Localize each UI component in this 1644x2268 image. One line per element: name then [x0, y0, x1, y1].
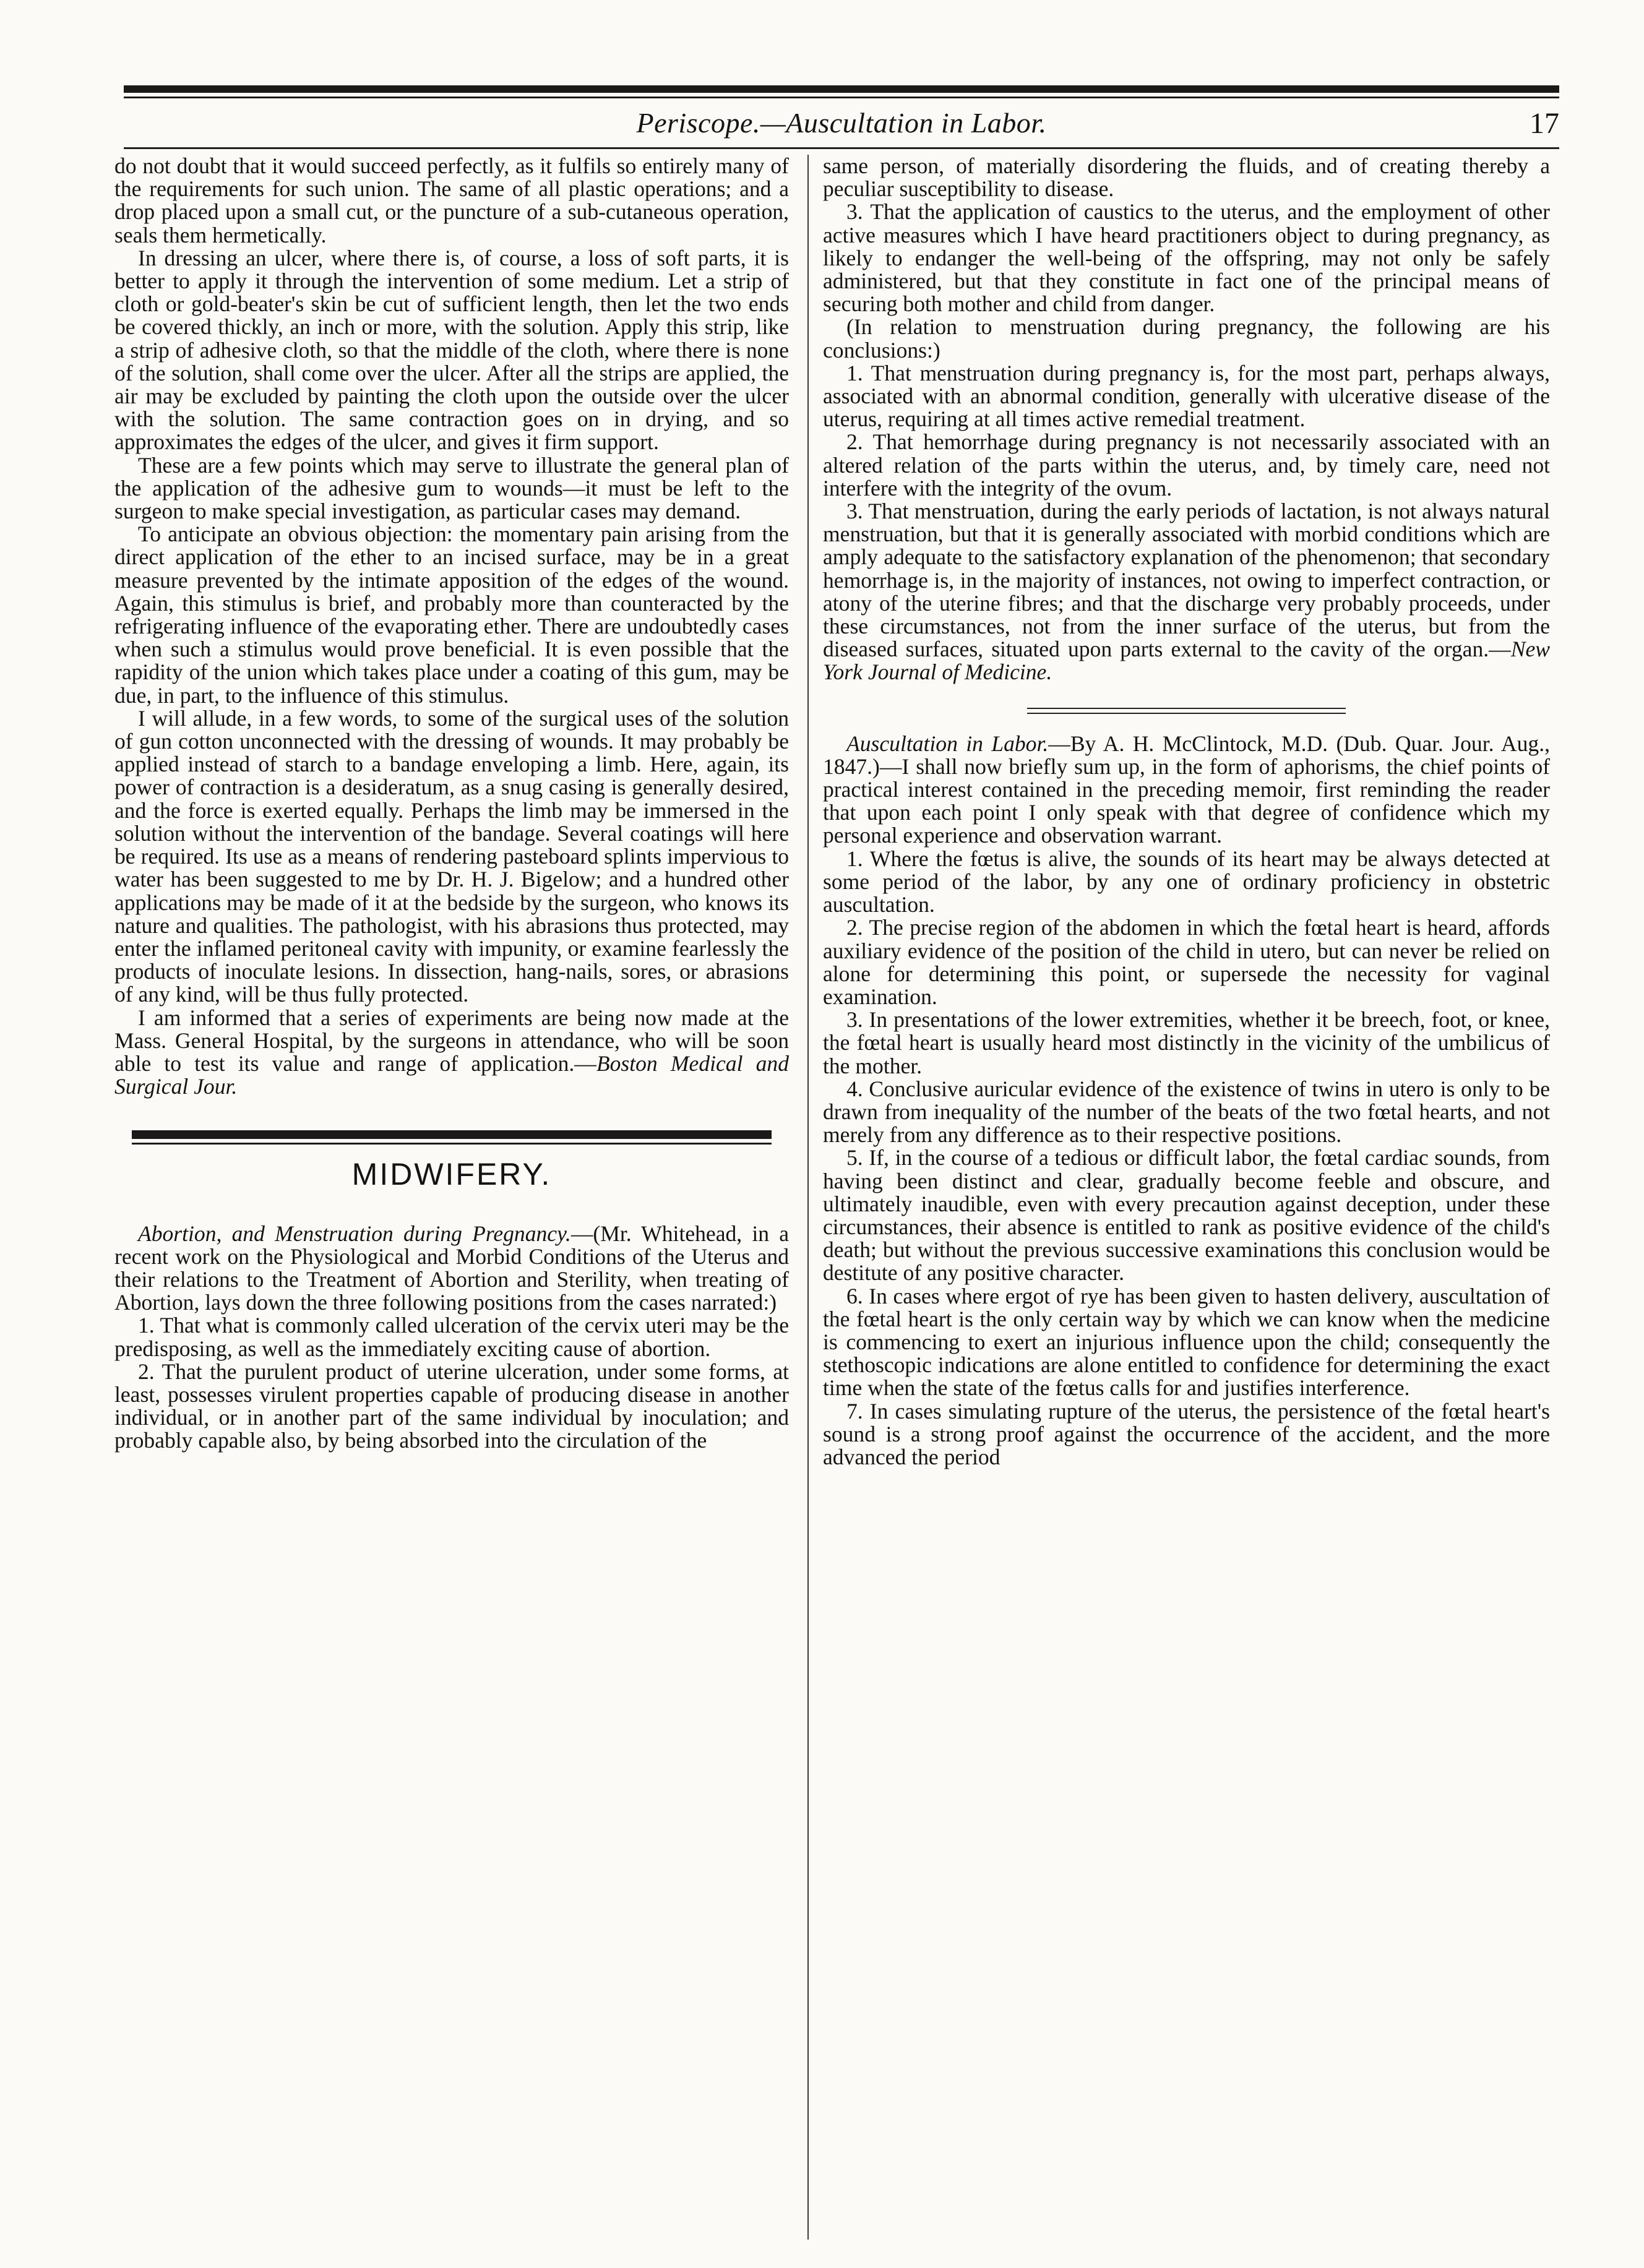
left-column — [114, 155, 789, 1453]
paragraph: do not doubt that it would succeed perfectly, as it fulfils so entirely many of the requirements for such union. The same of all plastic operations; and a drop placed upon a small cut, or the puncture of a sub-cutaneous operation, seals them hermetically. — [114, 153, 789, 247]
paragraph — [114, 1007, 789, 1099]
section-heading: MIDWIFERY. — [351, 1157, 552, 1192]
top-rule-thin — [124, 97, 1559, 98]
numbered-point: 6. In cases where ergot of rye has been given to hasten delivery, auscultation of the fœtal heart is the only certain way by which we can know when the medicine is commencing to exert an injurious influence upon the child; consequently the stethoscopic indications are alone entitled to confidence for determining the exact time when the state of the fœtus calls for and justifies interference. — [823, 1283, 1550, 1401]
article-title: Abortion, and Menstruation during Pregnancy. — [138, 1221, 571, 1246]
numbered-point: 3. In presentations of the lower extremities, whether it be breech, foot, or knee, the fœtal heart is usually heard most distinctly in the vicinity of the umbilicus of the mother. — [823, 1007, 1550, 1078]
article-intro — [823, 732, 1550, 848]
paragraph: (In relation to menstruation during pregnancy, the following are his conclusions:) — [823, 314, 1550, 363]
article-intro-text: —(Mr. Whitehead, in a recent work on the Physiological and Morbid Conditions of the Uterus and their relations to the Treatment of Abortion and Sterility, when treating of Abortion, lays down the three following positions from the cases narrated:) — [114, 1221, 789, 1315]
numbered-point: 2. That the purulent product of uterine ulceration, under some forms, at least, possesses virulent properties capable of producing disease in another individual, or in another part of the same individual by inoculation; and probably capable also, by being absorbed into the circulation of the — [114, 1359, 789, 1453]
paragraph: 1. That menstruation during pregnancy is, for the most part, perhaps always, associated with an abnormal condition, generally with ulcerative disease of the uterus, requiring at all times active remedial treatment. — [823, 360, 1550, 432]
page-number: 17 — [1530, 107, 1559, 140]
article-title: Auscultation in Labor. — [846, 731, 1049, 756]
numbered-point: 2. The precise region of the abdomen in which the fœtal heart is heard, affords auxiliary evidence of the position of the child in utero, but can never be relied on alone for determining this point, or supersede the necessity for vaginal examination. — [823, 915, 1550, 1009]
numbered-point: 1. Where the fœtus is alive, the sounds of its heart may be always detected at some period of the labor, by any one of ordinary proficiency in obstetric auscultation. — [823, 846, 1550, 917]
article-separator-thin — [1027, 713, 1346, 714]
numbered-point: 4. Conclusive auricular evidence of the existence of twins in utero is only to be drawn from inequality of the number of the beats of the two fœtal hearts, and not merely from any difference as to their respective positions. — [823, 1076, 1550, 1148]
paragraph: I will allude, in a few words, to some of the surgical uses of the solution of gun cotton unconnected with the dressing of wounds. It may probably be applied instead of starch to a bandage enveloping a limb. Here, again, its power of contraction is a desideratum, as a snug casing is generally desired, and the force is exerted equally. Perhaps the limb may be immersed in the solution without the intervention of the bandage. Several coatings will here be required. Its use as a means of rendering pasteboard splints impervious to water has been suggested to me by Dr. H. J. Bigelow; and a hundred other applications may be made of it at the bedside by the surgeon, who knows its nature and qualities. The pathologist, with his abrasions thus protected, may enter the inflamed peritoneal cavity with impunity, or examine fearlessly the products of inoculate lesions. In dissection, hang-nails, sores, or abrasions of any kind, will be thus fully protected. — [114, 705, 789, 1007]
article-intro-text: (Dub. Quar. Jour. Aug., 1847.)—I shall now briefly sum up, in the form of aphorisms, the chief points of practical interest contained in the preceding memoir, first reminding the reader that upon each point I only speak with that degree of confidence which my personal experience and observation warrant. — [823, 731, 1550, 848]
paragraph: In dressing an ulcer, where there is, of course, a loss of soft parts, it is better to apply it through the intervention of some medium. Let a strip of cloth or gold-beater's skin be cut of sufficient length, then let the two ends be covered thickly, an inch or more, with the solution. Apply this strip, like a strip of adhesive cloth, so that the middle of the cloth, where there is none of the solution, shall come over the ulcer. After all the strips are applied, the air may be excluded by painting the cloth upon the outside over the ulcer with the solution. The same contraction goes on in drying, and so approximates the edges of the ulcer, and gives it firm support. — [114, 245, 789, 455]
paragraph-text: I am informed that a series of experiments are being now made at the Mass. General Hospital, by the surgeons in attendance, who will be soon able to test its value and range of application.— — [114, 1005, 789, 1076]
article-separator — [1027, 708, 1346, 709]
paragraph: 2. That hemorrhage during pregnancy is not necessarily associated with an altered relation of the parts within the uterus, and, by timely care, need not interfere with the integrity of the ovum. — [823, 429, 1550, 500]
head-rule — [124, 147, 1559, 149]
paragraph: These are a few points which may serve to illustrate the general plan of the application of the adhesive gum to wounds—it must be left to the surgeon to make special investigation, as particular cases may demand. — [114, 452, 789, 524]
paragraph — [823, 500, 1550, 684]
numbered-point: 5. If, in the course of a tedious or difficult labor, the fœtal cardiac sounds, from having been distinct and clear, gradually become feeble and obscure, and ultimately inaudible, even with every precaution against deception, under these circumstances, their absence is entitled to rank as positive evidence of the child's death; but without the previous successive examinations this conclusion would be destitute of any positive character. — [823, 1145, 1550, 1286]
article-intro — [114, 1222, 789, 1315]
source-citation: Boston Medical and Surgical Jour. — [114, 1050, 789, 1099]
paragraph: same person, of materially disordering the fluids, and of creating thereby a peculiar susceptibility to disease. — [823, 153, 1550, 202]
right-column — [823, 155, 1550, 1469]
paragraph-text: 3. That menstruation, during the early periods of lactation, is not always natural menstruation, but that it is generally associated with morbid conditions which are amply adequate to the satisfactory explanation of the phenomenon; that secondary hemorrhage is, in the majority of instances, not owing to imperfect contraction, or atony of the uterine fibres; and that the discharge very probably proceeds, under these circumstances, not from the inner surface of the uterus, but from the diseased surfaces, situated upon parts external to the cavity of the organ.— — [823, 499, 1550, 662]
column-divider — [807, 155, 809, 2240]
source-citation: New York Journal of Medicine. — [823, 637, 1550, 685]
paragraph: To anticipate an obvious objection: the momentary pain arising from the direct application of the ether to an incised surface, may be in a great measure prevented by the intimate apposition of the edges of the wound. Again, this stimulus is brief, and probably more than counteracted by the refrigerating influence of the evaporating ether. There are undoubtedly cases when such a stimulus would prove beneficial. It is even possible that the rapidity of the union which takes place under a coating of this gum, may be due, in part, to the influence of this stimulus. — [114, 522, 789, 708]
paragraph: 3. That the application of caustics to the uterus, and the employment of other active measures which I have heard practitioners object to during pregnancy, as likely to endanger the well-being of the offspring, may not only be safely administered, but that they constitute in fact one of the principal means of securing both mother and child from danger. — [823, 199, 1550, 317]
section-rule-thin — [132, 1143, 772, 1145]
running-title: Periscope.—Auscultation in Labor. — [636, 107, 1047, 139]
running-head — [124, 106, 1559, 146]
numbered-point: 7. In cases simulating rupture of the uterus, the persistence of the fœtal heart's sound is a strong proof against the occurrence of the accident, and the more advanced the period — [823, 1398, 1550, 1469]
top-rule — [124, 85, 1559, 93]
section-rule — [132, 1130, 772, 1139]
numbered-point: 1. That what is commonly called ulceration of the cervix uteri may be the predisposing, as well as the immediately exciting cause of abortion. — [114, 1313, 789, 1361]
article-byline: —By A. H. McClintock, M.D. — [1048, 731, 1328, 756]
